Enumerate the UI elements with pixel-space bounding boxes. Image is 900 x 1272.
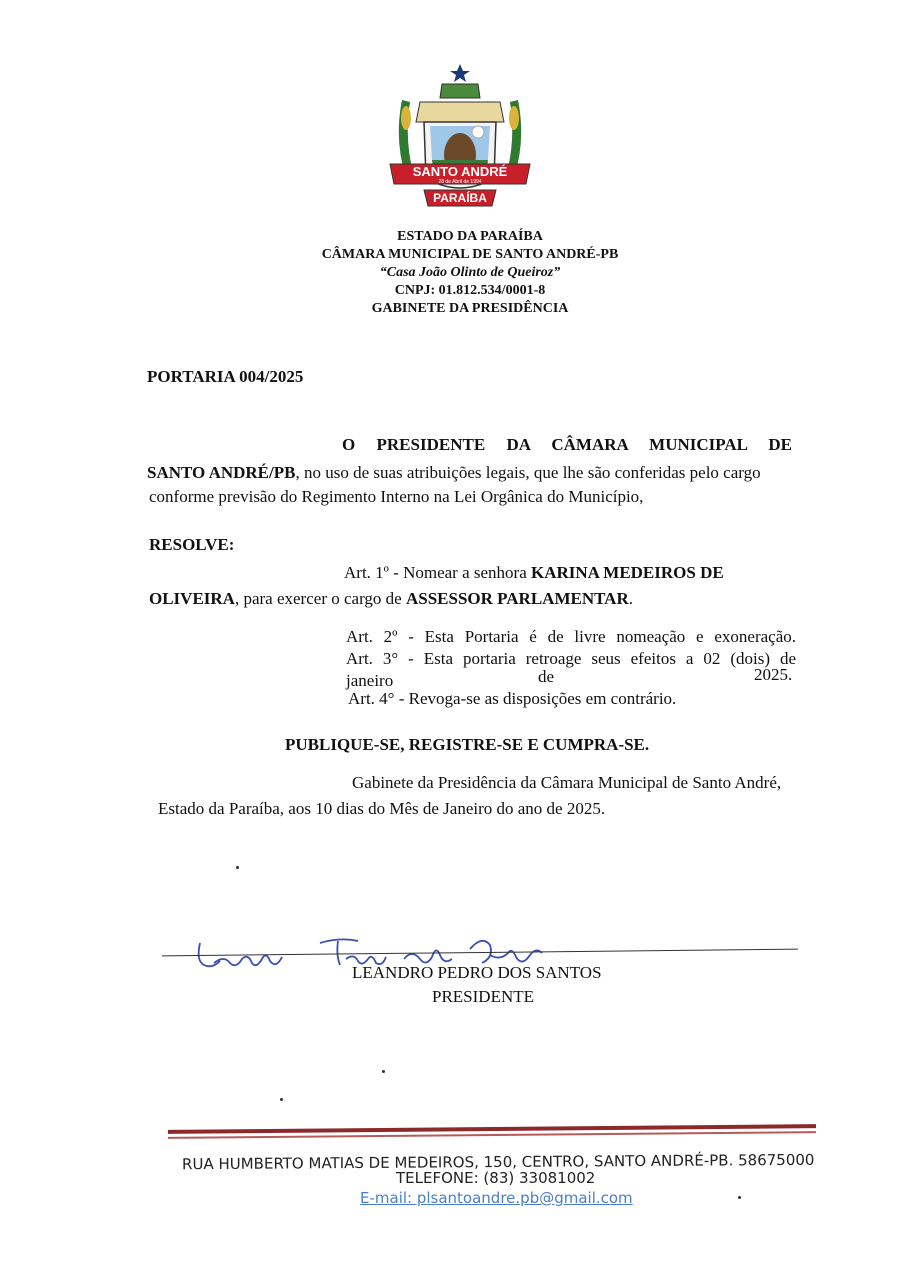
signatory-name: LEANDRO PEDRO DOS SANTOS [352,963,602,982]
article-1-line-1 [344,562,724,584]
article-1-prefix: Art. 1º - Nomear a senhora [344,563,532,582]
header-state: ESTADO DA PARAÍBA [397,229,543,244]
closing-line-1: Gabinete da Presidência da Câmara Municipal de Santo André, [352,773,782,792]
crest-banner-bottom: PARAÍBA [433,191,487,205]
closing-line-2: Estado da Paraíba, aos 10 dias do Mês de Janeiro do ano de 2025. [158,799,606,818]
document-title: PORTARIA 004/2025 [147,367,304,386]
intro-text: , no uso de suas atribuições legais, que lhe são conferidas pelo cargo [295,463,761,482]
article-1-role: ASSESSOR PARLAMENTAR [405,589,629,608]
article-1-line-2 [149,588,633,610]
article-1-name-part-1: KARINA MEDEIROS DE [531,563,724,582]
intro-line-1: O PRESIDENTE DA CÂMARA MUNICIPAL DE [342,435,792,454]
footer-email-link[interactable]: E-mail: plsantoandre.pb@gmail.com [360,1189,633,1207]
article-2: Art. 2º - Esta Portaria é de livre nomeação e exoneração. [346,627,796,646]
header-office: GABINETE DA PRESIDÊNCIA [371,301,569,316]
scan-speck [280,1098,283,1101]
header-cnpj: CNPJ: 01.812.534/0001-8 [394,283,546,298]
article-1-end: . [628,589,633,608]
intro-municipality: SANTO ANDRÉ/PB [147,463,296,482]
intro-line-3: conforme previsão do Regimento Interno na Lei Orgânica do Município, [149,487,644,506]
article-4: Art. 4° - Revoga-se as disposições em contrário. [348,689,677,708]
article-3-word-month: janeiro [346,671,394,690]
signatory-role: PRESIDENTE [432,987,534,1006]
article-3-line-1: Art. 3° - Esta portaria retroage seus efeitos a 02 (dois) de [346,649,796,668]
resolve-heading: RESOLVE: [149,535,235,554]
article-1-name-part-2: OLIVEIRA [149,589,235,608]
intro-line-2 [147,462,761,484]
crest-banner-date: 28 de Abril de 1994 [438,179,482,185]
scan-speck [738,1196,741,1199]
footer-address: RUA HUMBERTO MATIAS DE MEDEIROS, 150, CENTRO, SANTO ANDRÉ-PB. 58675000 [181,1150,815,1174]
header-house-name: “Casa João Olinto de Queiroz” [379,265,561,280]
footer-phone: TELEFONE: (83) 33081002 [396,1169,596,1187]
scan-speck [236,866,239,869]
coat-of-arms-emblem [380,60,540,225]
article-1-middle: , para exercer o cargo de [234,589,406,608]
crest-banner-top: SANTO ANDRÉ [412,164,508,179]
header-chamber: CÂMARA MUNICIPAL DE SANTO ANDRÉ-PB [321,247,619,262]
scan-speck [382,1070,385,1073]
article-3-word-de: de [538,667,555,686]
publish-statement: PUBLIQUE-SE, REGISTRE-SE E CUMPRA-SE. [285,735,650,754]
article-3-word-year: 2025. [754,665,793,684]
